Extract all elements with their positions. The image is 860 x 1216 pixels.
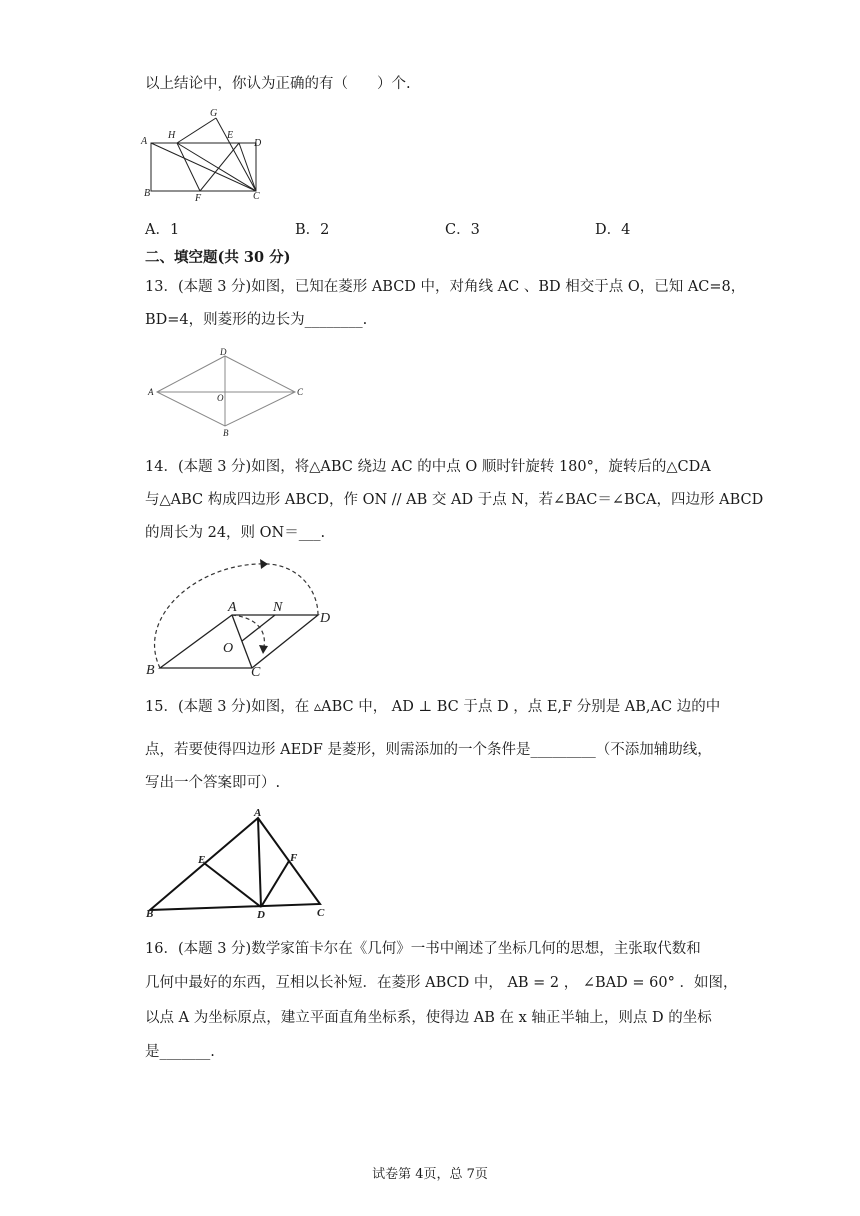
q16-line-2: 几何中最好的东西，互相以长补短．在菱形 ABCD 中， AB = 2 ， ∠BAD = 60° ．如图， [145,975,738,991]
q14-label-o: O [223,641,234,656]
q15-line-3: 写出一个答案即可）. [145,775,281,791]
q13-label-o: O [217,393,224,403]
q15-line-2: 点，若要使得四边形 AEDF 是菱形，则需添加的一个条件是_________（不添加辅助线， [145,742,712,758]
q13-label-a: A [148,387,154,397]
q13-figure [145,346,310,438]
q12-figure [140,106,270,202]
q12-option-b[interactable]: B．2 [295,222,330,238]
q12-option-a[interactable]: A．1 [145,222,180,238]
q14-line-2: 与△ABC 构成四边形 ABCD，作 ON // AB 交 AD 于点 N，若∠BAC＝∠BCA，四边形 ABCD [145,492,764,508]
q12-label-d: D [254,138,262,149]
q14-small-arrowhead [259,645,268,654]
q14-rotation-arc [155,564,318,668]
q12-label-f: F [195,193,202,202]
q16-line-1: 16．(本题 3 分)数学家笛卡尔在《几何》一书中阐述了坐标几何的思想，主张取代数和 [145,941,701,957]
q15-label-f: F [290,852,298,864]
q15-figure [140,806,340,918]
q13-line-2: BD=4，则菱形的边长为________. [145,312,368,328]
q14-arc-arrowhead [260,559,268,569]
q16-line-4: 是_______. [145,1044,215,1060]
q14-line-3: 的周长为 24，则 ON＝___. [145,525,326,541]
q15-label-c: C [317,907,325,918]
q15-label-b: B [146,908,154,918]
q13-label-c: C [297,387,304,397]
q15-label-d: D [257,909,265,918]
q14-figure [140,556,350,676]
q12-label-a: A [141,136,148,147]
q14-label-d: D [320,611,331,626]
q13-label-d: D [220,347,227,357]
q13-line-1: 13．(本题 3 分)如图，已知在菱形 ABCD 中，对角线 AC 、BD 相交于点 O，已知 AC=8， [145,279,746,295]
q12-option-d[interactable]: D．4 [595,222,631,238]
q12-label-b: B [144,188,151,199]
q14-label-b: B [146,663,155,676]
q12-label-g: G [210,108,218,119]
page-footer: 试卷第 4页，总 7页 [372,1167,488,1182]
q12-label-h: H [168,130,176,141]
q12-label-c: C [253,191,260,202]
q15-label-e: E [198,854,206,866]
q12-label-e: E [227,130,234,141]
q15-triangle [150,818,320,910]
q16-line-3: 以点 A 为坐标原点，建立平面直角坐标系，使得边 AB 在 x 轴正半轴上，则点 D 的坐标 [145,1010,712,1026]
q14-label-c: C [251,665,261,676]
q13-label-b: B [223,428,229,438]
q12-stem: 以上结论中，你认为正确的有（ ）个. [145,76,411,92]
q14-label-a: A [228,600,237,615]
q14-label-n: N [273,600,283,615]
q15-line-1: 15．(本题 3 分)如图，在 ▵ABC 中， AD ⊥ BC 于点 D ，点 E,F 分别是 AB,AC 边的中 [145,699,721,715]
q14-parallelogram [160,615,318,668]
q13-rhombus [157,356,295,426]
q14-line-1: 14．(本题 3 分)如图，将△ABC 绕边 AC 的中点 O 顺时针旋转 180°，旋转后的△CDA [145,459,711,475]
q12-option-c[interactable]: C．3 [445,222,480,238]
q15-label-a: A [254,807,262,819]
section-heading: 二、填空题(共 30 分) [145,249,291,266]
